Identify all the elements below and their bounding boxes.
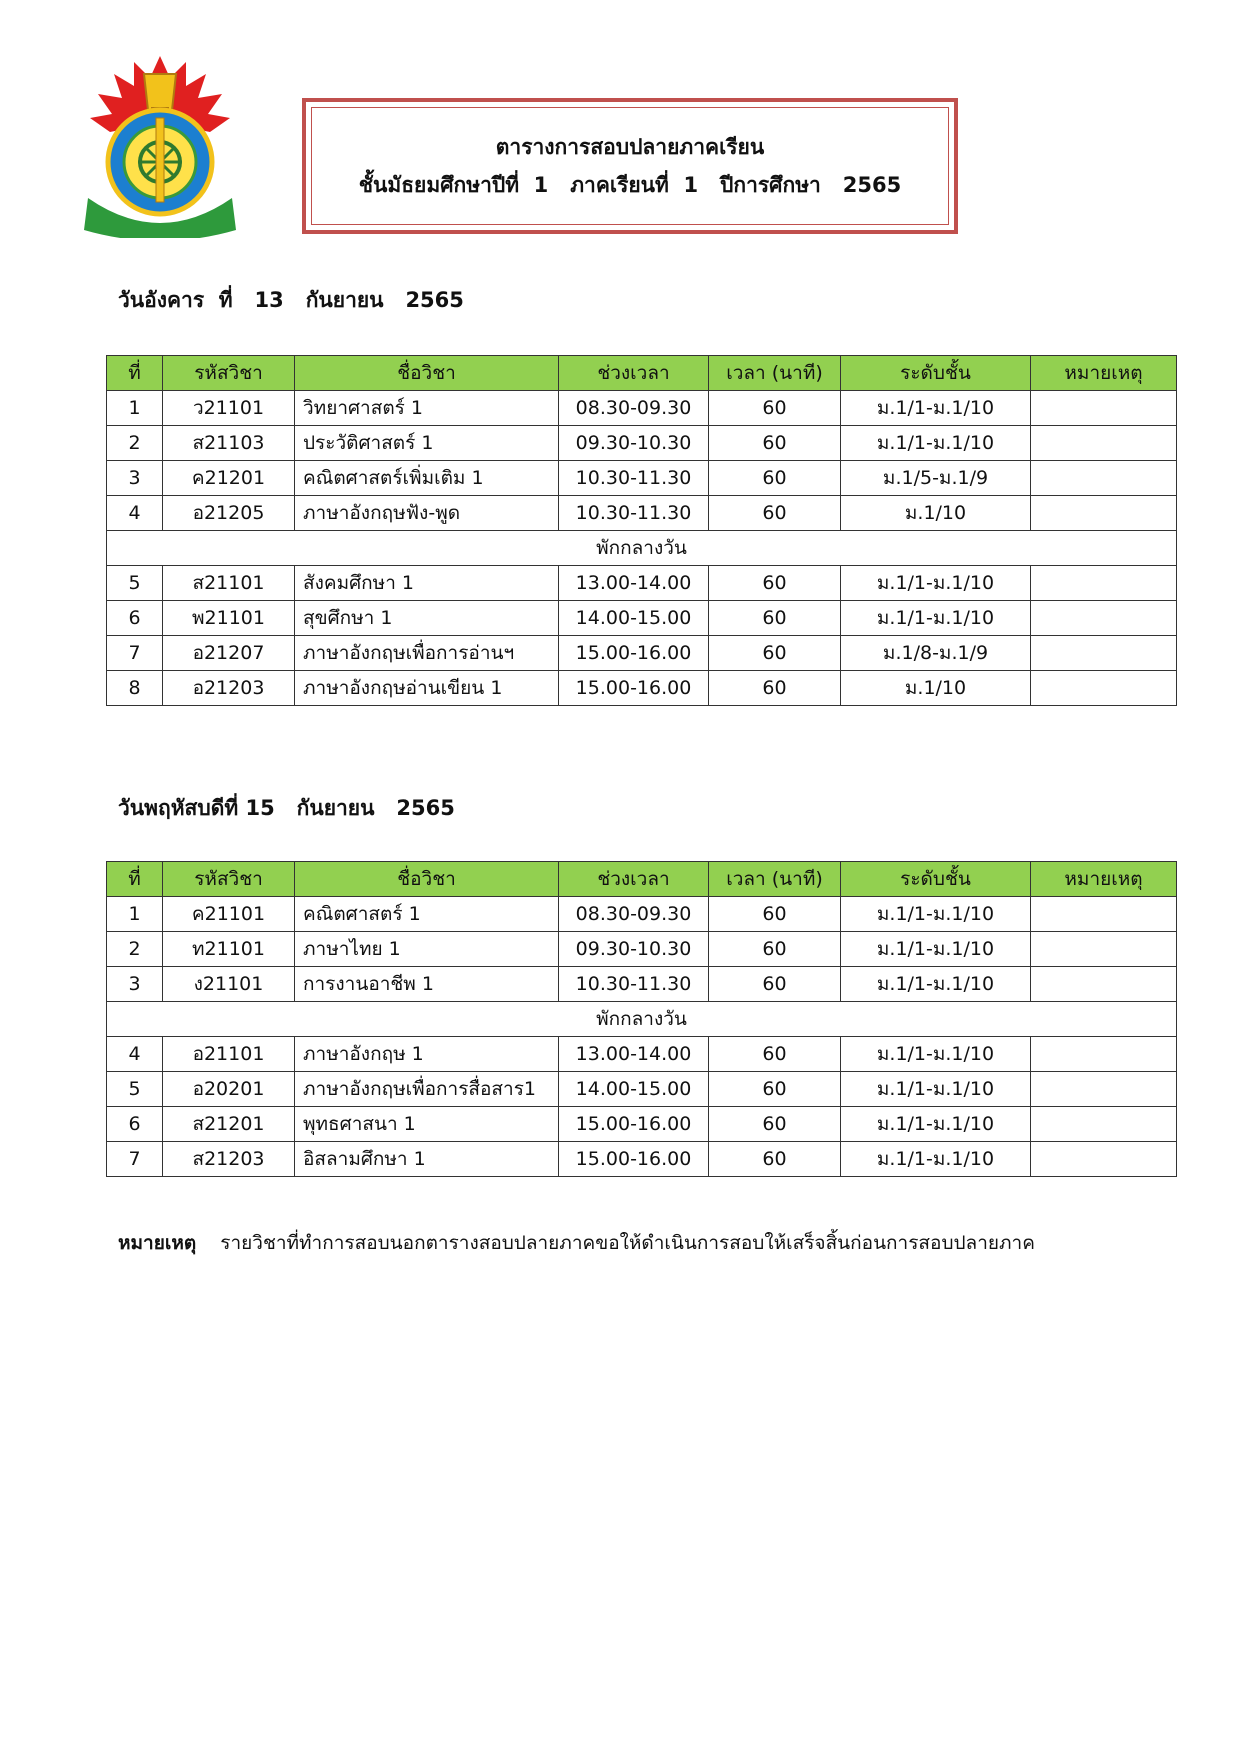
remark (1031, 636, 1177, 671)
subject-code: ง21101 (163, 967, 295, 1002)
time-range: 13.00-14.00 (559, 566, 709, 601)
subject-code: อ21205 (163, 496, 295, 531)
subject-code: ว21101 (163, 391, 295, 426)
remark (1031, 932, 1177, 967)
footnote (118, 1228, 1035, 1258)
remark (1031, 496, 1177, 531)
duration-minutes: 60 (709, 461, 841, 496)
subject-code: อ21203 (163, 671, 295, 706)
remark (1031, 426, 1177, 461)
day-heading: วันอังคาร ที่ 13 กันยายน 2565 (118, 288, 464, 312)
footnote-label: หมายเหตุ (118, 1232, 197, 1254)
class-level: ม.1/1-ม.1/10 (841, 601, 1031, 636)
subject-name: ภาษาอังกฤษเพื่อการสื่อสาร1 (295, 1072, 559, 1107)
duration-minutes: 60 (709, 671, 841, 706)
duration-minutes: 60 (709, 1037, 841, 1072)
row-number: 3 (107, 461, 163, 496)
row-number: 2 (107, 426, 163, 461)
table-row (107, 391, 1177, 426)
column-header: หมายเหตุ (1031, 356, 1177, 391)
duration-minutes: 60 (709, 566, 841, 601)
subject-code: ค21201 (163, 461, 295, 496)
subject-name: ประวัติศาสตร์ 1 (295, 426, 559, 461)
column-header: ระดับชั้น (841, 862, 1031, 897)
time-range: 15.00-16.00 (559, 1107, 709, 1142)
subject-code: พ21101 (163, 601, 295, 636)
remark (1031, 1037, 1177, 1072)
time-range: 08.30-09.30 (559, 897, 709, 932)
row-number: 5 (107, 566, 163, 601)
row-number: 1 (107, 391, 163, 426)
column-header: ที่ (107, 356, 163, 391)
remark (1031, 967, 1177, 1002)
table-header-row (107, 862, 1177, 897)
remark (1031, 601, 1177, 636)
time-range: 15.00-16.00 (559, 671, 709, 706)
table-row (107, 932, 1177, 967)
subject-name: ภาษาอังกฤษเพื่อการอ่านฯ (295, 636, 559, 671)
class-level: ม.1/1-ม.1/10 (841, 1107, 1031, 1142)
remark (1031, 671, 1177, 706)
column-header: ชื่อวิชา (295, 862, 559, 897)
time-range: 15.00-16.00 (559, 1142, 709, 1177)
exam-schedule-table (106, 861, 1177, 1177)
table-row (107, 1107, 1177, 1142)
remark (1031, 391, 1177, 426)
duration-minutes: 60 (709, 932, 841, 967)
subject-code: อ21207 (163, 636, 295, 671)
subject-name: คณิตศาสตร์เพิ่มเติม 1 (295, 461, 559, 496)
time-range: 10.30-11.30 (559, 967, 709, 1002)
lunch-break-row (107, 531, 1177, 566)
column-header: รหัสวิชา (163, 862, 295, 897)
lunch-break-row (107, 1002, 1177, 1037)
row-number: 7 (107, 1142, 163, 1177)
row-number: 6 (107, 1107, 163, 1142)
table-row (107, 897, 1177, 932)
class-level: ม.1/1-ม.1/10 (841, 897, 1031, 932)
class-level: ม.1/8-ม.1/9 (841, 636, 1031, 671)
row-number: 6 (107, 601, 163, 636)
table-row (107, 566, 1177, 601)
duration-minutes: 60 (709, 391, 841, 426)
duration-minutes: 60 (709, 496, 841, 531)
table-row (107, 601, 1177, 636)
subject-name: สังคมศึกษา 1 (295, 566, 559, 601)
lunch-break-label: พักกลางวัน (107, 1002, 1177, 1037)
class-level: ม.1/10 (841, 496, 1031, 531)
subject-name: การงานอาชีพ 1 (295, 967, 559, 1002)
row-number: 3 (107, 967, 163, 1002)
duration-minutes: 60 (709, 601, 841, 636)
subject-name: คณิตศาสตร์ 1 (295, 897, 559, 932)
document-title: ตารางการสอบปลายภาคเรียน (495, 135, 765, 159)
remark (1031, 1142, 1177, 1177)
time-range: 10.30-11.30 (559, 461, 709, 496)
row-number: 8 (107, 671, 163, 706)
subject-code: ส21201 (163, 1107, 295, 1142)
class-level: ม.1/1-ม.1/10 (841, 426, 1031, 461)
lunch-break-label: พักกลางวัน (107, 531, 1177, 566)
row-number: 4 (107, 1037, 163, 1072)
row-number: 4 (107, 496, 163, 531)
duration-minutes: 60 (709, 1107, 841, 1142)
class-level: ม.1/1-ม.1/10 (841, 566, 1031, 601)
row-number: 5 (107, 1072, 163, 1107)
remark (1031, 1072, 1177, 1107)
row-number: 7 (107, 636, 163, 671)
table-row (107, 1142, 1177, 1177)
table-row (107, 671, 1177, 706)
column-header: เวลา (นาที) (709, 356, 841, 391)
subject-code: ส21203 (163, 1142, 295, 1177)
subject-code: ค21101 (163, 897, 295, 932)
table-row (107, 426, 1177, 461)
time-range: 14.00-15.00 (559, 1072, 709, 1107)
column-header: รหัสวิชา (163, 356, 295, 391)
column-header: ที่ (107, 862, 163, 897)
remark (1031, 897, 1177, 932)
remark (1031, 461, 1177, 496)
time-range: 09.30-10.30 (559, 426, 709, 461)
time-range: 08.30-09.30 (559, 391, 709, 426)
document-subtitle: ชั้นมัธยมศึกษาปีที่ 1 ภาคเรียนที่ 1 ปีการศึกษา 2565 (358, 173, 902, 197)
subject-code: อ20201 (163, 1072, 295, 1107)
duration-minutes: 60 (709, 636, 841, 671)
class-level: ม.1/10 (841, 671, 1031, 706)
class-level: ม.1/1-ม.1/10 (841, 932, 1031, 967)
class-level: ม.1/5-ม.1/9 (841, 461, 1031, 496)
column-header: ช่วงเวลา (559, 356, 709, 391)
column-header: ระดับชั้น (841, 356, 1031, 391)
subject-name: อิสลามศึกษา 1 (295, 1142, 559, 1177)
remark (1031, 566, 1177, 601)
column-header: หมายเหตุ (1031, 862, 1177, 897)
class-level: ม.1/1-ม.1/10 (841, 1142, 1031, 1177)
table-row (107, 1037, 1177, 1072)
subject-name: ภาษาอังกฤษฟัง-พูด (295, 496, 559, 531)
table-row (107, 496, 1177, 531)
table-row (107, 461, 1177, 496)
subject-name: วิทยาศาสตร์ 1 (295, 391, 559, 426)
subject-name: ภาษาไทย 1 (295, 932, 559, 967)
exam-schedule-table (106, 355, 1177, 706)
time-range: 15.00-16.00 (559, 636, 709, 671)
subject-code: อ21101 (163, 1037, 295, 1072)
duration-minutes: 60 (709, 1142, 841, 1177)
time-range: 13.00-14.00 (559, 1037, 709, 1072)
time-range: 09.30-10.30 (559, 932, 709, 967)
remark (1031, 1107, 1177, 1142)
school-emblem-logo (82, 52, 238, 238)
duration-minutes: 60 (709, 1072, 841, 1107)
duration-minutes: 60 (709, 967, 841, 1002)
day-heading: วันพฤหัสบดีที่ 15 กันยายน 2565 (118, 796, 455, 820)
subject-code: ส21103 (163, 426, 295, 461)
column-header: เวลา (นาที) (709, 862, 841, 897)
table-row (107, 967, 1177, 1002)
time-range: 14.00-15.00 (559, 601, 709, 636)
duration-minutes: 60 (709, 426, 841, 461)
class-level: ม.1/1-ม.1/10 (841, 967, 1031, 1002)
subject-name: ภาษาอังกฤษ 1 (295, 1037, 559, 1072)
class-level: ม.1/1-ม.1/10 (841, 1037, 1031, 1072)
column-header: ชื่อวิชา (295, 356, 559, 391)
class-level: ม.1/1-ม.1/10 (841, 1072, 1031, 1107)
table-row (107, 636, 1177, 671)
subject-code: ท21101 (163, 932, 295, 967)
column-header: ช่วงเวลา (559, 862, 709, 897)
time-range: 10.30-11.30 (559, 496, 709, 531)
row-number: 2 (107, 932, 163, 967)
subject-name: ภาษาอังกฤษอ่านเขียน 1 (295, 671, 559, 706)
title-frame (302, 98, 958, 234)
subject-name: สุขศึกษา 1 (295, 601, 559, 636)
footnote-text: รายวิชาที่ทำการสอบนอกตารางสอบปลายภาคขอให้ดำเนินการสอบให้เสร็จสิ้นก่อนการสอบปลายภาค (220, 1232, 1035, 1254)
duration-minutes: 60 (709, 897, 841, 932)
class-level: ม.1/1-ม.1/10 (841, 391, 1031, 426)
table-row (107, 1072, 1177, 1107)
table-header-row (107, 356, 1177, 391)
subject-code: ส21101 (163, 566, 295, 601)
subject-name: พุทธศาสนา 1 (295, 1107, 559, 1142)
row-number: 1 (107, 897, 163, 932)
